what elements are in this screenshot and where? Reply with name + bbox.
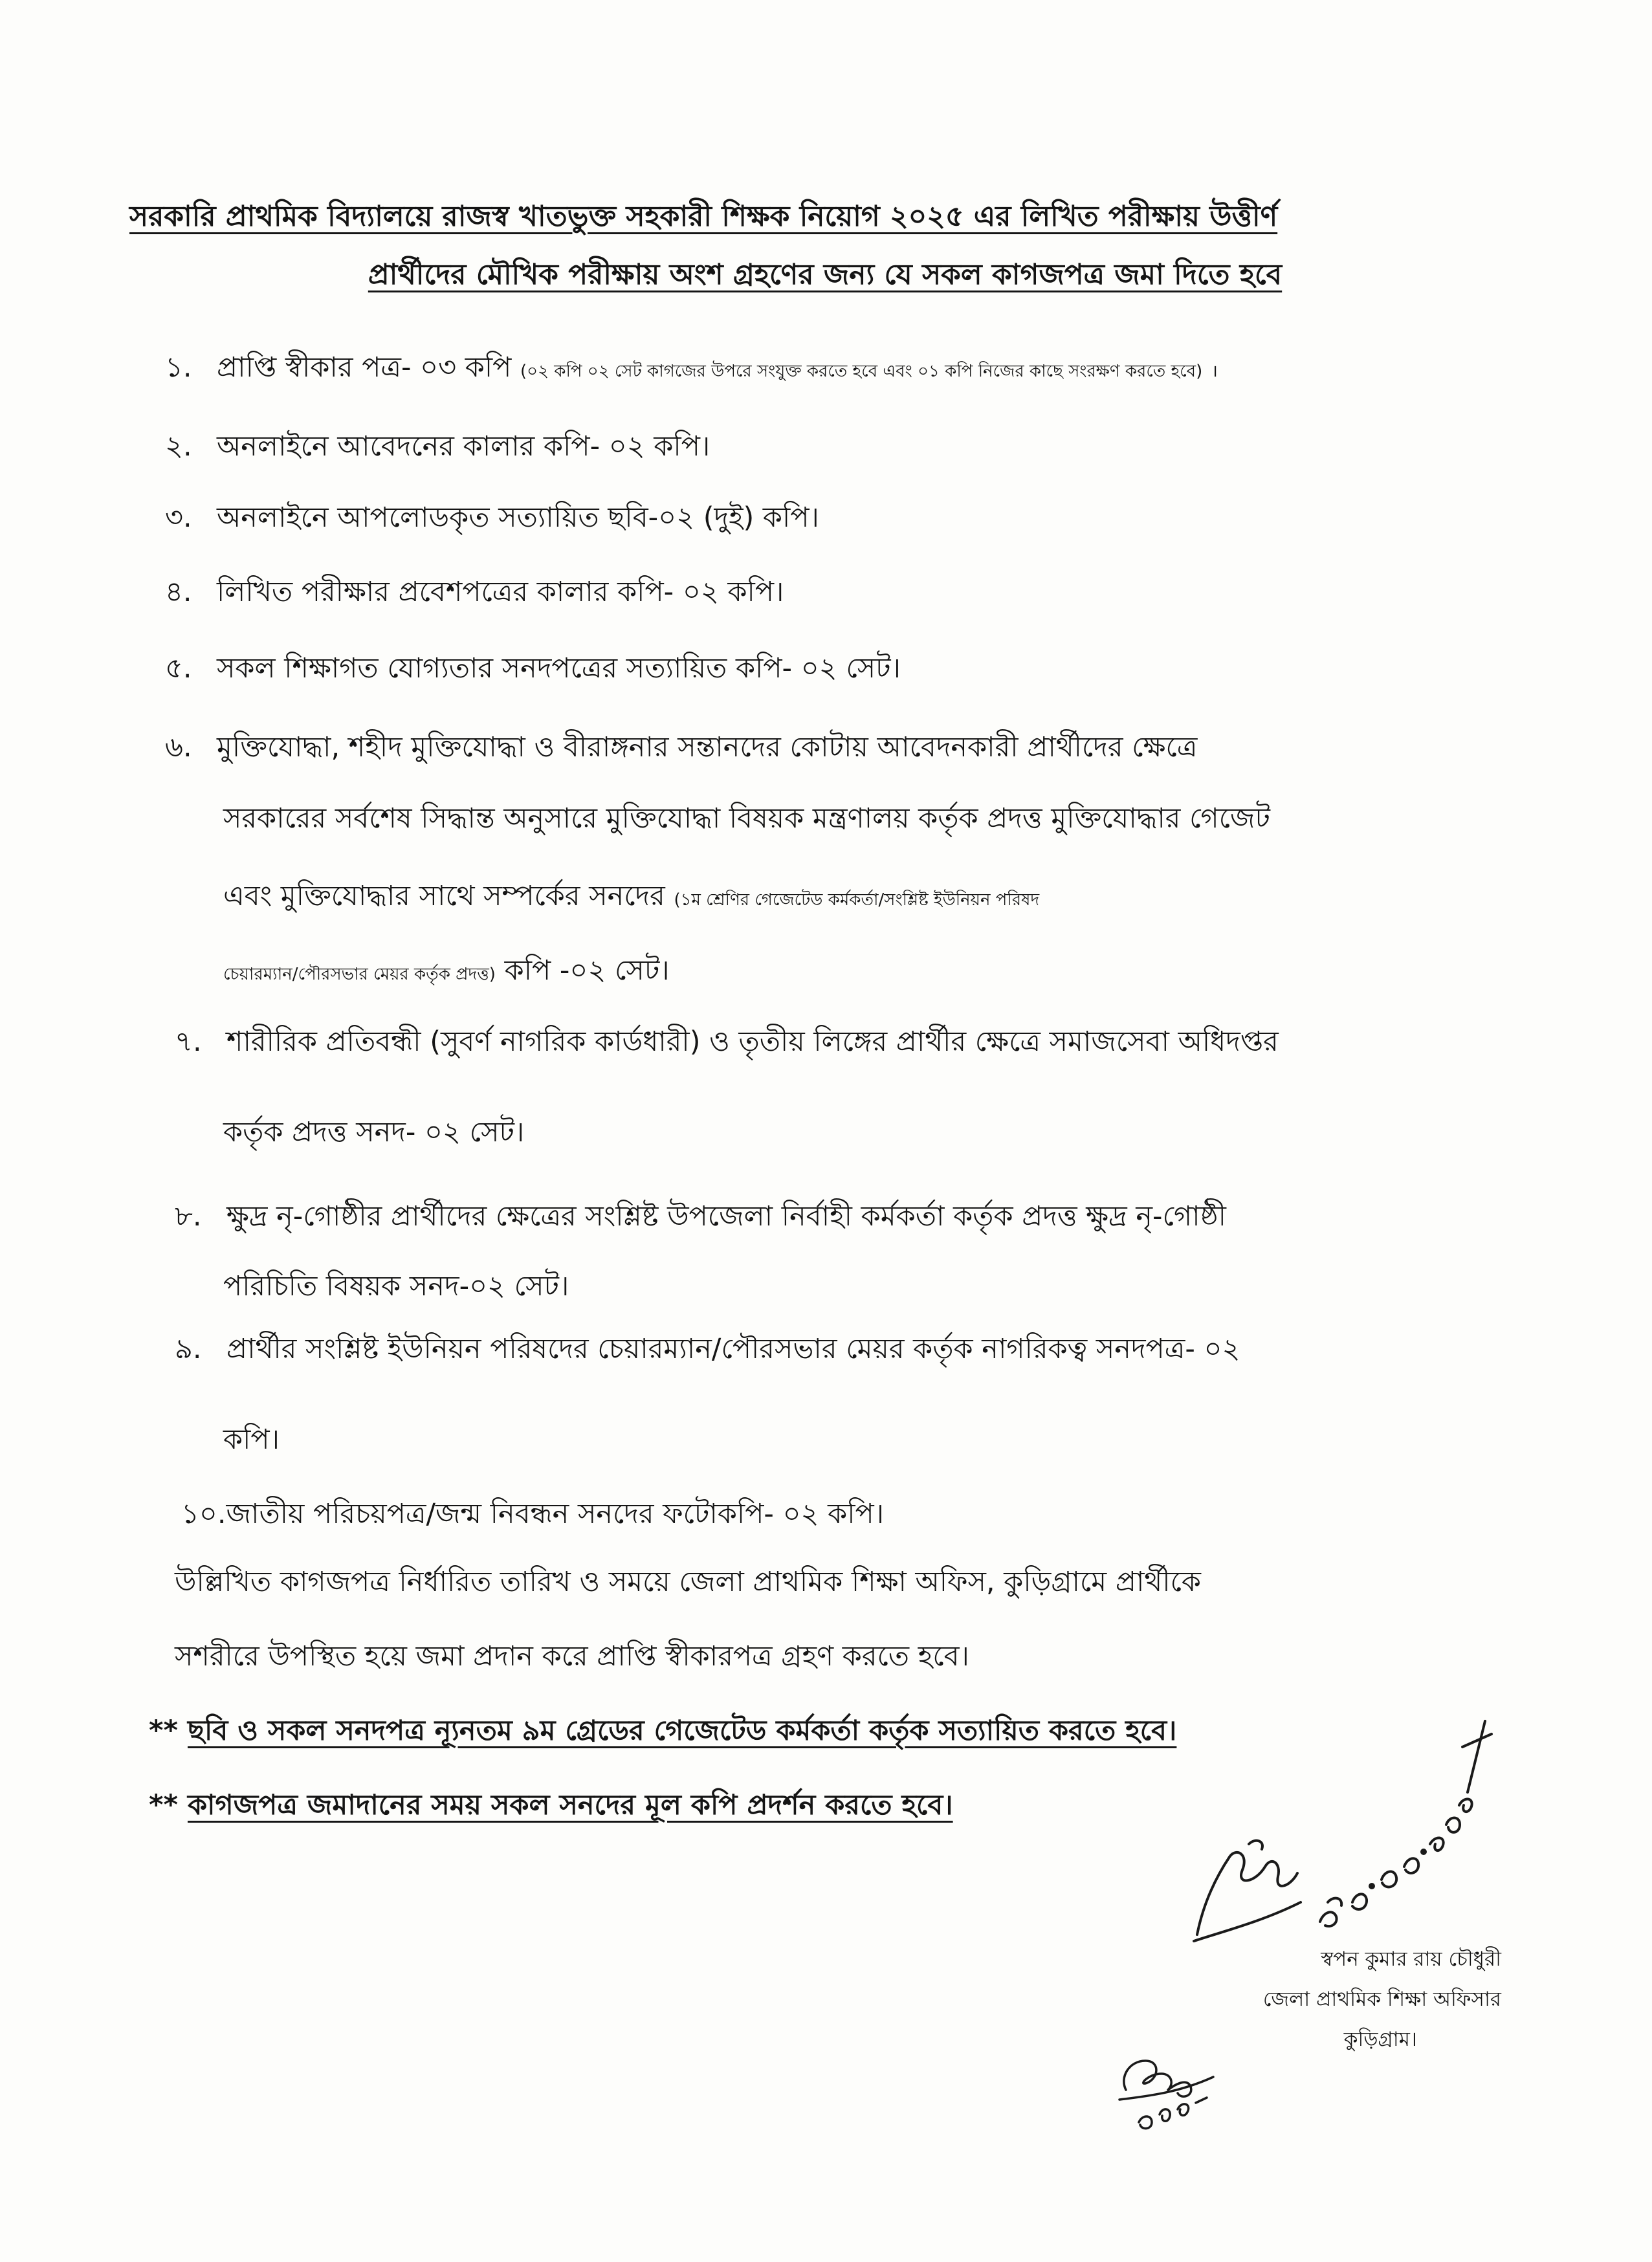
- item-text-line-1: ক্ষুদ্র নৃ-গোষ্ঠীর প্রার্থীদের ক্ষেত্রের সংশ্লিষ্ট উপজেলা নির্বাহী কর্মকর্তা কর্তৃক প্রদত্ত ক্ষুদ্র নৃ-গোষ্ঠী: [226, 1200, 1226, 1233]
- instruction-text-1: উল্লিখিত কাগজপত্র নির্ধারিত তারিখ ও সময়ে জেলা প্রাথমিক শিক্ষা অফিস, কুড়িগ্রামে প্রার্থীকে: [175, 1566, 1201, 1598]
- item-text: অনলাইনে আবেদনের কালার কপি- ০২ কপি।: [217, 430, 710, 463]
- instruction-line-2: [175, 1637, 969, 1676]
- item-end: ।: [1211, 362, 1218, 381]
- item-number: ১০.: [181, 1498, 226, 1530]
- item-text-line-4-note: চেয়ারম্যান/পৌরসভার মেয়র কর্তৃক প্রদত্ত): [223, 965, 496, 984]
- note-stars: **: [149, 1789, 178, 1821]
- item-text: জাতীয় পরিচয়পত্র/জন্ম নিবন্ধন সনদের ফটোকপি- ০২ কপি।: [226, 1498, 885, 1530]
- item-text-line-4: কপি -০২ সেট।: [495, 954, 670, 987]
- instruction-text-2: সশরীরে উপস্থিত হয়ে জমা প্রদান করে প্রাপ্তি স্বীকারপত্র গ্রহণ করতে হবে।: [175, 1640, 969, 1673]
- title-text-1: সরকারি প্রাথমিক বিদ্যালয়ে রাজস্ব খাতভুক্ত সহকারী শিক্ষক নিয়োগ ২০২৫ এর লিখিত পরীক্ষায় উত্তীর্ণ: [129, 200, 1278, 233]
- item-number: ৯.: [175, 1333, 202, 1365]
- list-item-9: [175, 1330, 1240, 1368]
- list-item-6: [165, 728, 1197, 767]
- item-text-line-3: এবং মুক্তিযোদ্ধার সাথে সম্পর্কের সনদের: [223, 880, 665, 912]
- list-item-7: [175, 1022, 1279, 1061]
- list-item-6-line-2: [223, 799, 1270, 838]
- list-item-8: [175, 1197, 1226, 1236]
- list-item-3: [165, 498, 819, 537]
- item-number: ২.: [165, 430, 192, 463]
- item-number: ৮.: [175, 1200, 202, 1233]
- item-number: ৪.: [165, 576, 192, 608]
- officer-place: কুড়িগ্রাম।: [1343, 2028, 1417, 2051]
- list-item-6-line-3: [223, 877, 1039, 919]
- instruction-line-1: [175, 1563, 1201, 1601]
- list-item-5: [165, 649, 901, 688]
- item-text-line-2: কপি।: [223, 1423, 280, 1456]
- item-note: (০২ কপি ০২ সেট কাগজের উপরে সংযুক্ত করতে হবে এবং ০১ কপি নিজের কাছে সংরক্ষণ করতে হবে): [520, 362, 1203, 381]
- note-text: কাগজপত্র জমাদানের সময় সকল সনদের মূল কপি প্রদর্শন করতে হবে।: [187, 1789, 953, 1821]
- initial-signature: [1100, 2038, 1229, 2148]
- note-stars: **: [149, 1715, 178, 1747]
- title-text-2: প্রার্থীদের মৌখিক পরীক্ষায় অংশ গ্রহণের জন্য যে সকল কাগজপত্র জমা দিতে হবে: [368, 258, 1283, 291]
- item-text: অনলাইনে আপলোডকৃত সত্যায়িত ছবি-০২ (দুই) কপি।: [217, 501, 819, 534]
- list-item-10: [181, 1495, 884, 1533]
- handwritten-signature-date: [1158, 1708, 1495, 1954]
- note-text: ছবি ও সকল সনদপত্র ন্যূনতম ৯ম গ্রেডের গেজেটেড কর্মকর্তা কর্তৃক সত্যায়িত করতে হবে।: [187, 1715, 1177, 1747]
- item-text: সকল শিক্ষাগত যোগ্যতার সনদপত্রের সত্যায়িত কপি- ০২ সেট।: [217, 652, 901, 685]
- list-item-4: [165, 573, 784, 611]
- list-item-8-line-2: [223, 1267, 569, 1306]
- item-text-line-1: প্রার্থীর সংশ্লিষ্ট ইউনিয়ন পরিষদের চেয়ারম্যান/পৌরসভার মেয়র কর্তৃক নাগরিকত্ব সনদপত্র- ০২: [226, 1333, 1240, 1365]
- item-text-line-3-note: (১ম শ্রেণির গেজেটেড কর্মকর্তা/সংশ্লিষ্ট ইউনিয়ন পরিষদ: [674, 890, 1040, 910]
- officer-designation: জেলা প্রাথমিক শিক্ষা অফিসার: [1262, 1988, 1501, 2011]
- item-text-line-2: সরকারের সর্বশেষ সিদ্ধান্ত অনুসারে মুক্তিযোদ্ধা বিষয়ক মন্ত্রণালয় কর্তৃক প্রদত্ত মুক্তিযোদ্ধার গেজেট: [223, 802, 1270, 835]
- item-text-line-2: পরিচিতি বিষয়ক সনদ-০২ সেট।: [223, 1270, 569, 1302]
- item-text: লিখিত পরীক্ষার প্রবেশপত্রের কালার কপি- ০২ কপি।: [217, 576, 784, 608]
- list-item-9-line-2: [223, 1420, 280, 1459]
- list-item-7-line-2: [223, 1113, 524, 1152]
- list-item-2: [165, 427, 710, 466]
- item-number: ১.: [165, 351, 192, 384]
- item-number: ৭.: [175, 1026, 202, 1058]
- officer-name: স্বপন কুমার রায় চৌধুরী: [1321, 1948, 1501, 1971]
- item-text: প্রাপ্তি স্বীকার পত্র- ০৩ কপি: [217, 351, 512, 384]
- item-text-line-1: মুক্তিযোদ্ধা, শহীদ মুক্তিযোদ্ধা ও বীরাঙ্গনার সন্তানদের কোটায় আবেদনকারী প্রার্থীদের ক্ষেত্রে: [217, 731, 1198, 763]
- item-number: ৩.: [165, 501, 192, 534]
- title-line-1: [129, 197, 1521, 236]
- item-number: ৫.: [165, 652, 192, 685]
- item-number: ৬.: [165, 731, 192, 763]
- item-text-line-1: শারীরিক প্রতিবন্ধী (সুবর্ণ নাগরিক কার্ডধারী) ও তৃতীয় লিঙ্গের প্রার্থীর ক্ষেত্রে সমাজসেবা অধিদপ্তর: [226, 1026, 1279, 1058]
- title-line-2: [136, 256, 1514, 294]
- note-1: [149, 1711, 1176, 1750]
- list-item-1: [165, 348, 1218, 391]
- list-item-6-line-4: [223, 951, 670, 994]
- item-text-line-2: কর্তৃক প্রদত্ত সনদ- ০২ সেট।: [223, 1116, 525, 1148]
- note-2: [149, 1786, 953, 1825]
